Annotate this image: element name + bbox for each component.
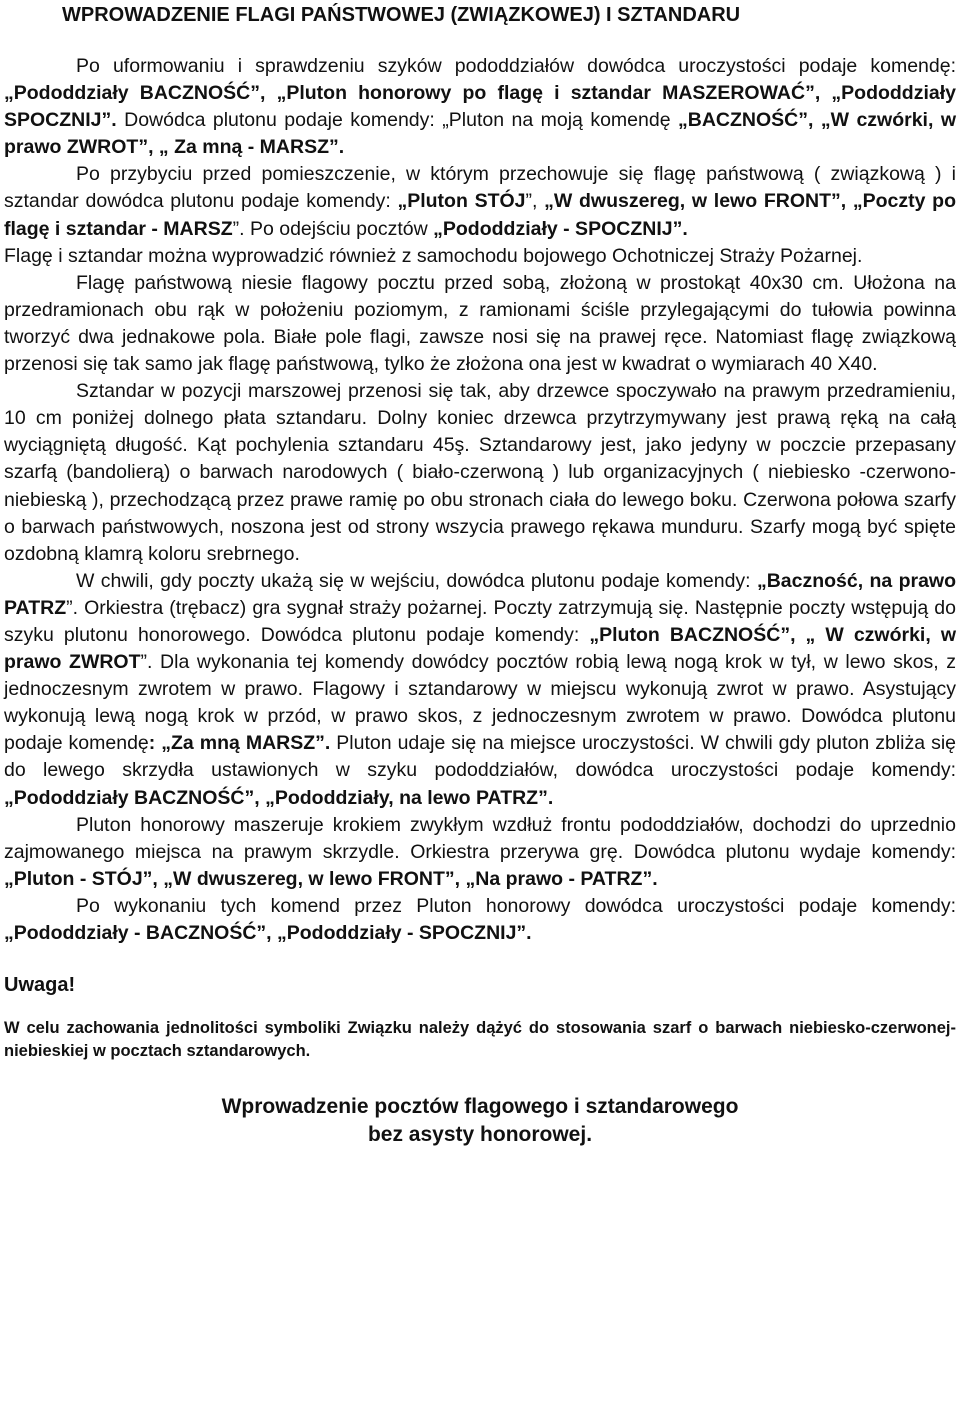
command-text: „Pododdziały BACZNOŚĆ”, „Pluton honorowy po flagę i sztandar MASZEROWAĆ”, „Pododdziały SPOCZNIJ”. xyxy=(4,82,956,132)
command-text: „Pluton - STÓJ”, „W dwuszereg, w lewo FRONT”, „Na prawo - PATRZ”. xyxy=(4,867,658,890)
paragraph-text: Po przybyciu przed pomieszczenie, w którym przechowuje się flagę państwową ( związkową ) i sztandar dowódca plutonu podaje komendy: xyxy=(4,163,956,213)
spacer xyxy=(4,947,956,972)
body-paragraph xyxy=(4,270,956,378)
body-paragraph xyxy=(4,812,956,893)
paragraph-text: Po wykonaniu tych komend przez Pluton honorowy dowódca uroczystości podaje komendy: xyxy=(76,894,956,917)
command-text: „BACZNOŚĆ”, „W czwórki, w prawo ZWROT”, „ Za mną - MARSZ”. xyxy=(4,109,957,159)
note-text: W celu zachowania jednolitości symboliki Związku należy dążyć do stosowania szarf o barwach niebiesko-czerwonej-niebieskiej w pocztach sztandarowych. xyxy=(4,1019,956,1061)
paragraph-text: ”. Dla wykonania tej komendy dowódcy pocztów robią lewą nogą krok w tył, w lewo skos, z jednoczesnym zwrotem w prawo. Flagowy i sztandarowy w miejscu wykonują zwrot w prawo. Asystujący wykonują lewą nogą krok w przód, w prawo skos, z jednoczesnym zwrotem w prawo. Dowódca plutonu podaje komendę xyxy=(4,651,956,755)
command-text: „Pododdziały - BACZNOŚĆ”, „Pododdziały - SPOCZNIJ”. xyxy=(4,922,532,944)
command-text: : „Za mną MARSZ”. xyxy=(148,732,331,755)
body-paragraph xyxy=(4,243,956,270)
command-text: „Pluton BACZNOŚĆ”, „ W czwórki, w prawo ZWROT xyxy=(4,623,956,674)
paragraph-text: Po uformowaniu i sprawdzeniu szyków pododdziałów dowódca uroczystości podaje komendę: xyxy=(76,55,956,77)
section-title xyxy=(4,1093,956,1149)
body-text xyxy=(4,53,956,947)
paragraph-text: Flagę i sztandar można wyprowadzić również z samochodu bojowego Ochotniczej Straży Pożarnej. xyxy=(4,244,863,267)
paragraph-text: Pluton udaje się na miejsce uroczystości. W chwili gdy pluton zbliża się do lewego skrzydła ustawionych w szyku pododdziałów, dowódca uroczystości podaje komendy: xyxy=(4,732,956,782)
paragraph-text: ”. Orkiestra (trębacz) gra sygnał straży pożarnej. Poczty zatrzymują się. Następnie poczty wstępują do szyku plutonu honorowego. Dowódca plutonu podaje komendy: xyxy=(4,596,956,646)
note-heading: Uwaga! xyxy=(4,974,76,997)
section-title-line-1: Wprowadzenie pocztów flagowego i sztandarowego xyxy=(221,1095,739,1119)
paragraph-text: W chwili, gdy poczty ukażą się w wejściu, dowódca plutonu podaje komendy: xyxy=(76,569,757,592)
paragraph-text: Pluton honorowy maszeruje krokiem zwykłym wzdłuż frontu pododdziałów, dochodzi do uprzednio zajmowanego miejsca na prawym skrzydle. Orkiestra przerywa grę. Dowódca plutonu wydaje komendy: xyxy=(4,813,956,863)
paragraph-text: Sztandar w pozycji marszowej przenosi się tak, aby drzewce spoczywało na prawym przedramieniu, 10 cm poniżej dolnego płata sztandaru. Dolny koniec drzewca przytrzymywany jest prawą ręką na całą wyciągniętą długość. Kąt pochylenia sztandaru 45ş. Sztandarowy jest, jako jedyny w poczcie przepasany szarfą (bandolierą) o barwach narodowych ( biało-czerwoną ) lub organizacyjnych ( niebiesko -czerwono-niebieską ), przechodzącą przez prawe ramię po obu stronach ciała do lewego boku. Czerwona połowa szarfy o barwach państwowych, noszona jest od strony wszycia prawego rękawa munduru. Szarfy mogą być spięte ozdobną klamrą koloru srebrnego. xyxy=(4,380,956,565)
command-text: „Pododdziały - SPOCZNIJ”. xyxy=(433,217,688,240)
command-text: „Pluton STÓJ xyxy=(397,190,526,213)
command-text: „Baczność, na prawo PATRZ xyxy=(4,569,957,619)
body-paragraph xyxy=(4,568,956,812)
body-paragraph xyxy=(4,378,956,568)
command-text: „W dwuszereg, w lewo FRONT”, „Poczty po flagę i sztandar - MARSZ xyxy=(4,190,956,240)
paragraph-text: ”. Po odejściu pocztów xyxy=(232,217,434,240)
paragraph-text: Dowódca plutonu podaje komendy: „Pluton na moją komendę xyxy=(116,109,678,132)
command-text: „Pododdziały BACZNOŚĆ”, „Pododdziały, na lewo PATRZ”. xyxy=(4,786,554,809)
section-title-line-2: bez asysty honorowej. xyxy=(367,1123,593,1147)
body-paragraph xyxy=(4,161,956,242)
body-paragraph xyxy=(4,53,956,161)
paragraph-text: ”, xyxy=(525,190,545,213)
paragraph-text: Flagę państwową niesie flagowy pocztu przed sobą, złożoną w prostokąt 40x30 cm. Ułożona na przedramionach obu rąk w położeniu poziomym, z ramionami ściśle przylegającymi do tułowia powinna tworzyć dwa jednakowe pola. Białe pole flagi, zawsze nosi się na prawej ręce. Natomiast flagę związkową przenosi się tak samo jak flagę państwową, tylko że złożona ona jest w kwadrat o wymiarach 40 X40. xyxy=(4,271,956,376)
page-title: WPROWADZENIE FLAGI PAŃSTWOWEJ (ZWIĄZKOWEJ) I SZTANDARU xyxy=(62,4,741,26)
body-paragraph xyxy=(4,893,956,947)
